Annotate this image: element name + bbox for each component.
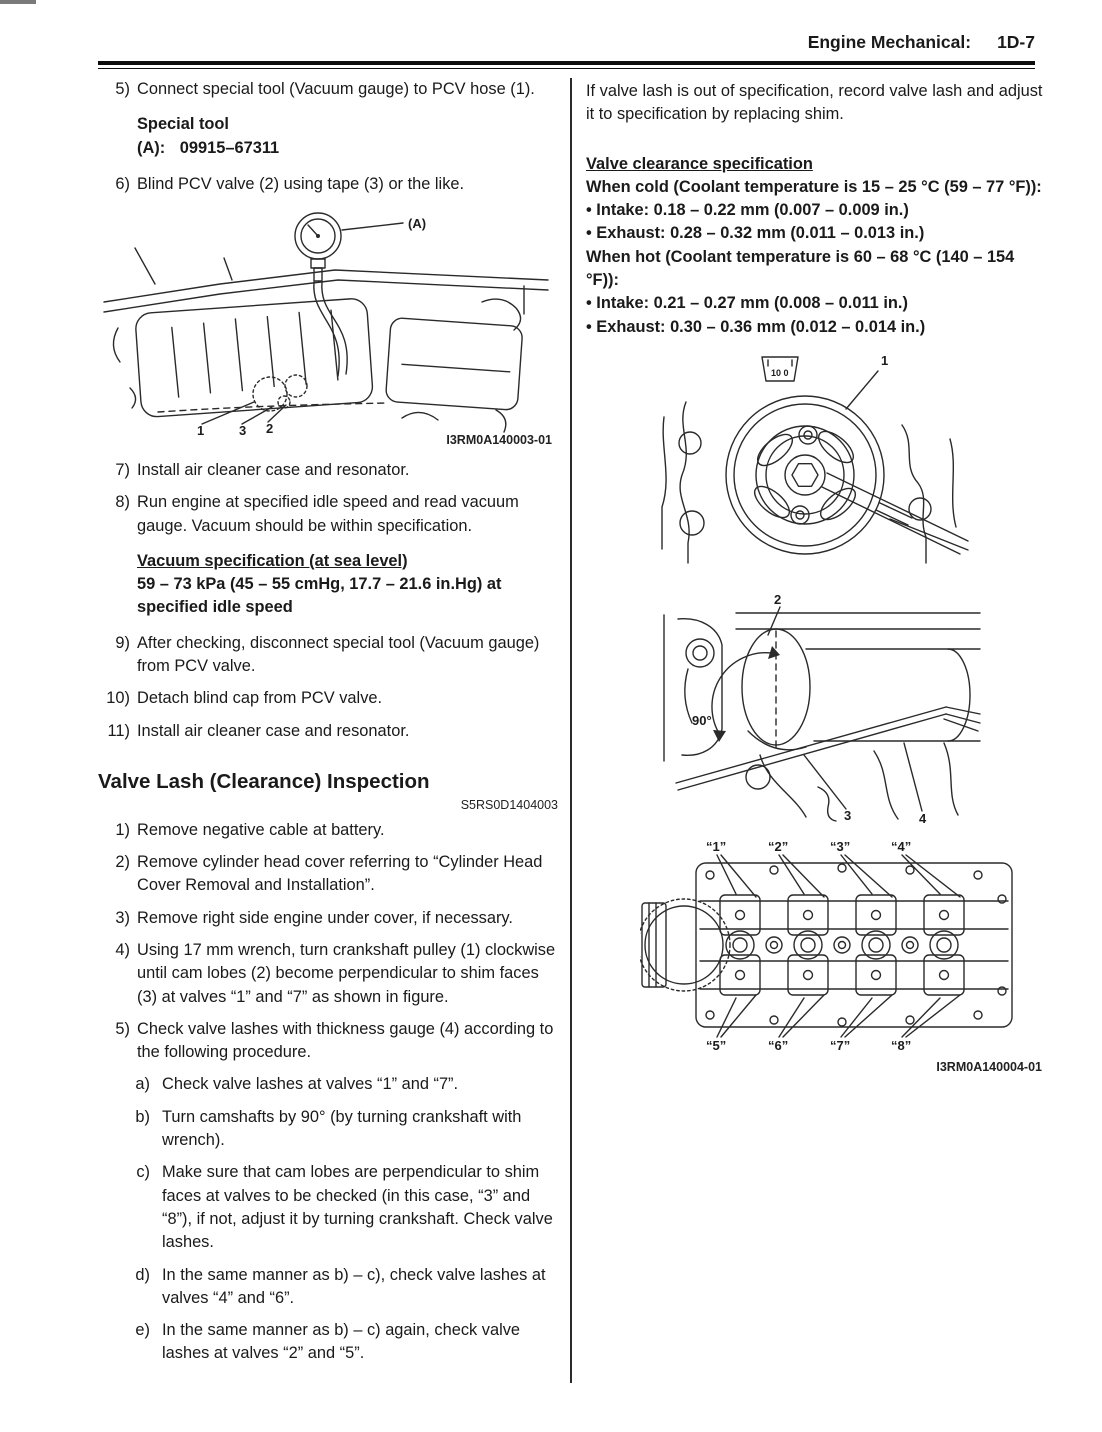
clearance-cold-intake: • Intake: 0.18 – 0.22 mm (0.007 – 0.009 in.): [586, 201, 909, 220]
column-divider: [570, 78, 572, 1383]
special-tool-key: (A):: [137, 138, 166, 157]
figure-label-angle: 90°: [692, 712, 712, 728]
figure-label-pcv-hose: 1: [197, 423, 205, 439]
valve-substep-e: [128, 1319, 558, 1366]
substep-text: Make sure that cam lobes are perpendicular to shim faces at valves to be checked (in this case, “3” and “8”), if not, adjust it by turning crankshaft. Check valve lashes.: [162, 1163, 553, 1252]
valve-step-4: [98, 939, 558, 1009]
figure-label-thickness-gauge: 4: [919, 810, 927, 825]
step-text: Detach blind cap from PCV valve.: [137, 689, 383, 708]
figure-label-crankshaft-pulley: 1: [881, 352, 889, 368]
step-text: Check valve lashes with thickness gauge (4) according to the following procedure.: [137, 1019, 554, 1062]
procedure-step-5: [98, 78, 558, 101]
left-column: [98, 76, 558, 1366]
intro-paragraph: If valve lash is out of specification, record valve lash and adjust it to specification by replacing shim.: [586, 82, 1043, 124]
valve-step-1: [98, 819, 558, 842]
step-number: 5): [115, 1019, 130, 1038]
clearance-cold-heading: When cold (Coolant temperature is 15 – 25 °C (59 – 77 °F)):: [586, 177, 1042, 196]
clearance-hot-exhaust: • Exhaust: 0.30 – 0.36 mm (0.012 – 0.014 in.): [586, 317, 926, 336]
special-tool-title: Special tool: [137, 115, 229, 134]
step-number: 1): [115, 820, 130, 839]
figure-crankshaft-pulley-illustration: [650, 347, 990, 589]
timing-scale-label: 10 0: [771, 367, 789, 378]
substep-letter: b): [135, 1107, 150, 1126]
step-number: 7): [115, 460, 130, 479]
step-text: Install air cleaner case and resonator.: [137, 721, 410, 740]
figure-label-pcv-valve: 2: [266, 421, 274, 437]
step-text: After checking, disconnect special tool (Vacuum gauge) from PCV valve.: [137, 633, 540, 676]
step-text: Install air cleaner case and resonator.: [137, 460, 410, 479]
header-section-label: Engine Mechanical:: [807, 32, 972, 52]
valve-label-7: “7”: [830, 1037, 851, 1053]
vacuum-spec-title: Vacuum specification (at sea level): [137, 551, 408, 570]
step-number: 3): [115, 908, 130, 927]
procedure-step-7: [98, 459, 558, 482]
special-tool-value: 09915–67311: [179, 138, 280, 157]
right-column: [586, 76, 1048, 1077]
substep-text: In the same manner as b) – c), check valve lashes at valves “4” and “6”.: [162, 1265, 546, 1307]
scan-edge-artifact: [0, 0, 36, 4]
substep-letter: d): [135, 1265, 150, 1284]
step-text: Remove right side engine under cover, if necessary.: [137, 908, 513, 927]
figure-label-tape: 3: [239, 423, 247, 439]
figure-label-cam-lobe: 2: [774, 591, 782, 607]
substep-text: Check valve lashes at valves “1” and “7”.: [162, 1075, 459, 1094]
valve-label-3: “3”: [830, 838, 851, 854]
figure-cylinder-head-illustration: [640, 837, 1025, 1055]
valve-substep-a: [128, 1073, 558, 1096]
step-number: 11): [107, 721, 130, 740]
figure-vacuum-gauge-illustration: [100, 206, 552, 438]
step-number: 9): [115, 633, 130, 652]
special-tool-block: [137, 113, 558, 160]
valve-label-2: “2”: [768, 838, 789, 854]
substep-letter: c): [136, 1163, 150, 1182]
vacuum-spec-block: [137, 550, 558, 620]
procedure-step-11: [98, 720, 558, 743]
procedure-step-9: [98, 632, 558, 679]
special-tool-number: [137, 137, 558, 160]
valve-substep-d: [128, 1264, 558, 1311]
substep-text: Turn camshafts by 90° (by turning crankshaft with wrench).: [162, 1107, 522, 1150]
valve-step-2: [98, 851, 558, 898]
valve-label-6: “6”: [768, 1037, 789, 1053]
figure-label-special-tool: (A): [408, 216, 427, 232]
step-text: Remove cylinder head cover referring to “Cylinder Head Cover Removal and Installation”.: [137, 853, 543, 895]
step-text: Connect special tool (Vacuum gauge) to PCV hose (1).: [137, 80, 535, 98]
procedure-step-6: [98, 173, 558, 196]
step-text: Blind PCV valve (2) using tape (3) or the like.: [137, 174, 465, 193]
valve-step-5: [98, 1018, 558, 1065]
section-heading: Valve Lash (Clearance) Inspection: [98, 769, 430, 793]
substep-letter: a): [135, 1075, 150, 1094]
header-page-number: 1D-7: [997, 32, 1035, 52]
step-number: 4): [115, 940, 130, 959]
valve-substep-c: [128, 1161, 558, 1254]
valve-label-8: “8”: [891, 1037, 912, 1053]
figure-cam-lobe-illustration: [648, 591, 988, 825]
step-number: 8): [115, 493, 130, 512]
clearance-spec-title: Valve clearance specification: [586, 154, 813, 173]
clearance-hot-heading: When hot (Coolant temperature is 60 – 68 °C (140 – 154 °F)):: [586, 247, 1015, 290]
valve-clearance-spec-block: [586, 153, 1048, 339]
valve-label-4: “4”: [891, 838, 912, 854]
valve-label-1: “1”: [706, 838, 727, 854]
clearance-cold-exhaust: • Exhaust: 0.28 – 0.32 mm (0.011 – 0.013 in.): [586, 224, 925, 243]
section-code: S5RS0D1404003: [460, 798, 558, 813]
figure-label-shim-face: 3: [844, 807, 852, 823]
clearance-hot-intake: • Intake: 0.21 – 0.27 mm (0.008 – 0.011 in.): [586, 294, 908, 313]
substep-text: In the same manner as b) – c) again, check valve lashes at valves “2” and “5”.: [162, 1321, 521, 1363]
step-number: 2): [115, 853, 130, 872]
step-number: 6): [115, 174, 130, 193]
step-text: Using 17 mm wrench, turn crankshaft pulley (1) clockwise until cam lobes (2) become perpendicular to shim faces (3) at valves “1” and “7” as shown in figure.: [137, 940, 556, 1006]
step-text: Remove negative cable at battery.: [137, 820, 385, 839]
page-header: [98, 30, 1035, 55]
substep-letter: e): [135, 1321, 150, 1340]
valve-label-5: “5”: [706, 1037, 727, 1053]
step-number: 5): [115, 80, 130, 98]
header-rule: [98, 61, 1035, 69]
valve-substep-b: [128, 1106, 558, 1153]
vacuum-spec-value: 59 – 73 kPa (45 – 55 cmHg, 17.7 – 21.6 in.Hg) at specified idle speed: [137, 575, 502, 617]
procedure-step-8: [98, 491, 558, 538]
figure-caption: I3RM0A140003-01: [446, 433, 552, 448]
procedure-step-10: [98, 687, 558, 710]
step-text: Run engine at specified idle speed and read vacuum gauge. Vacuum should be within specification.: [137, 493, 519, 535]
figure-caption: I3RM0A140004-01: [936, 1059, 1042, 1074]
step-number: 10): [106, 689, 130, 708]
valve-step-3: [98, 907, 558, 930]
